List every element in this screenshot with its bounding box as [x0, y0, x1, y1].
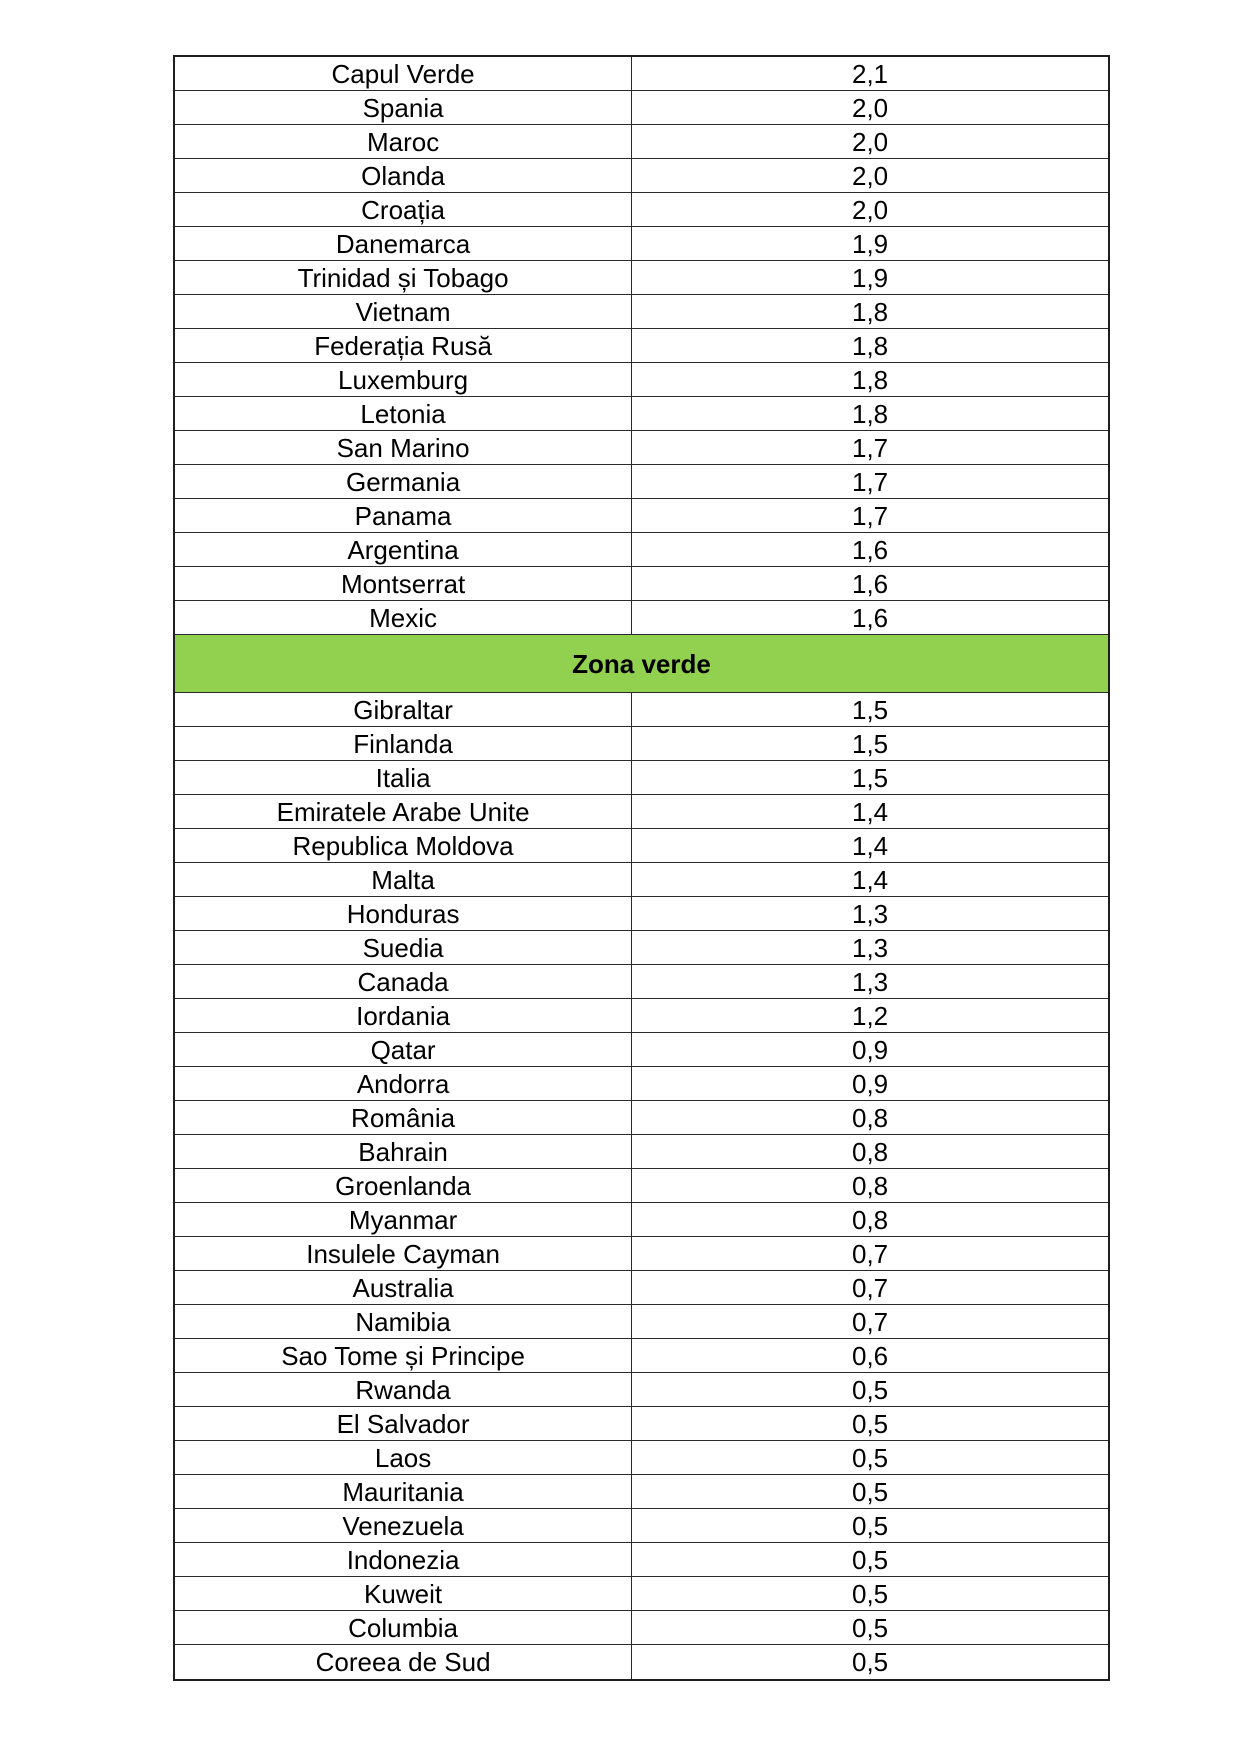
country-cell: Croația	[175, 193, 632, 226]
table-row	[175, 1169, 1108, 1203]
country-cell: Republica Moldova	[175, 829, 632, 862]
value-cell: 0,5	[852, 1612, 889, 1643]
table-row	[175, 965, 1108, 999]
table-row	[175, 1339, 1108, 1373]
value-cell: 0,5	[852, 1408, 889, 1439]
table-row	[175, 863, 1108, 897]
rows-above-band	[175, 57, 1108, 635]
table-row	[175, 465, 1108, 499]
table-row	[175, 295, 1108, 329]
table-row	[175, 1543, 1108, 1577]
country-cell: San Marino	[175, 431, 632, 464]
value-cell: 0,9	[852, 1068, 889, 1099]
country-cell: Montserrat	[175, 567, 632, 600]
country-cell: Namibia	[175, 1305, 632, 1338]
table-row	[175, 795, 1108, 829]
country-cell: Kuweit	[175, 1577, 632, 1610]
value-cell: 1,4	[852, 796, 889, 827]
table-row	[175, 91, 1108, 125]
value-cell: 0,5	[852, 1374, 889, 1405]
table-row	[175, 1101, 1108, 1135]
country-cell: Germania	[175, 465, 632, 498]
value-cell: 0,7	[852, 1272, 889, 1303]
value-cell: 0,5	[852, 1476, 889, 1507]
country-cell: Danemarca	[175, 227, 632, 260]
country-cell: Insulele Cayman	[175, 1237, 632, 1270]
table-row	[175, 397, 1108, 431]
value-cell: 1,3	[852, 898, 889, 929]
value-cell: 0,5	[852, 1510, 889, 1541]
value-cell: 1,3	[852, 966, 889, 997]
value-cell: 1,8	[852, 296, 889, 327]
country-cell: Gibraltar	[175, 693, 632, 726]
table-row	[175, 1645, 1108, 1679]
country-cell: Maroc	[175, 125, 632, 158]
country-cell: România	[175, 1101, 632, 1134]
country-cell: Argentina	[175, 533, 632, 566]
value-cell: 0,8	[852, 1204, 889, 1235]
table-row	[175, 1577, 1108, 1611]
country-cell: Honduras	[175, 897, 632, 930]
country-cell: Vietnam	[175, 295, 632, 328]
value-cell: 2,0	[852, 160, 889, 191]
table-row	[175, 57, 1108, 91]
table-row	[175, 931, 1108, 965]
table-row	[175, 1271, 1108, 1305]
table-row	[175, 1305, 1108, 1339]
country-cell: Capul Verde	[175, 57, 632, 90]
table-row	[175, 227, 1108, 261]
country-cell: Venezuela	[175, 1509, 632, 1542]
value-cell: 1,7	[852, 466, 889, 497]
zona-verde-band	[175, 635, 1108, 693]
table-row	[175, 1407, 1108, 1441]
value-cell: 0,5	[852, 1647, 889, 1677]
table-row	[175, 829, 1108, 863]
country-cell: Panama	[175, 499, 632, 532]
value-cell: 1,3	[852, 932, 889, 963]
table-row	[175, 601, 1108, 635]
country-cell: Suedia	[175, 931, 632, 964]
table-row	[175, 1509, 1108, 1543]
value-cell: 0,8	[852, 1170, 889, 1201]
value-cell: 1,7	[852, 432, 889, 463]
table-row	[175, 1203, 1108, 1237]
country-cell: Spania	[175, 91, 632, 124]
country-cell: Groenlanda	[175, 1169, 632, 1202]
table-row	[175, 1475, 1108, 1509]
value-cell: 2,0	[852, 92, 889, 123]
country-cell: Coreea de Sud	[175, 1645, 632, 1679]
country-cell: Australia	[175, 1271, 632, 1304]
value-cell: 1,8	[852, 398, 889, 429]
country-cell: Sao Tome și Principe	[175, 1339, 632, 1372]
country-cell: El Salvador	[175, 1407, 632, 1440]
rows-below-band	[175, 693, 1108, 1679]
value-cell: 1,9	[852, 262, 889, 293]
value-cell: 1,5	[852, 762, 889, 793]
table-row	[175, 999, 1108, 1033]
table-row	[175, 499, 1108, 533]
table-row	[175, 193, 1108, 227]
value-cell: 1,9	[852, 228, 889, 259]
value-cell: 1,6	[852, 602, 889, 633]
country-cell: Letonia	[175, 397, 632, 430]
table-row	[175, 261, 1108, 295]
value-cell: 1,8	[852, 330, 889, 361]
country-cell: Bahrain	[175, 1135, 632, 1168]
value-cell: 0,7	[852, 1306, 889, 1337]
table-row	[175, 431, 1108, 465]
country-cell: Mexic	[175, 601, 632, 634]
value-cell: 0,7	[852, 1238, 889, 1269]
value-cell: 0,5	[852, 1544, 889, 1575]
value-cell: 1,6	[852, 534, 889, 565]
country-cell: Olanda	[175, 159, 632, 192]
table-row	[175, 363, 1108, 397]
table-row	[175, 761, 1108, 795]
country-cell: Qatar	[175, 1033, 632, 1066]
country-cell: Andorra	[175, 1067, 632, 1100]
value-cell: 0,8	[852, 1102, 889, 1133]
table-row	[175, 897, 1108, 931]
country-cell: Indonezia	[175, 1543, 632, 1576]
country-cell: Malta	[175, 863, 632, 896]
value-cell: 1,6	[852, 568, 889, 599]
value-cell: 1,2	[852, 1000, 889, 1031]
country-cell: Trinidad și Tobago	[175, 261, 632, 294]
country-cell: Canada	[175, 965, 632, 998]
value-cell: 1,4	[852, 830, 889, 861]
value-cell: 1,5	[852, 694, 889, 725]
table-row	[175, 1067, 1108, 1101]
table-row	[175, 1611, 1108, 1645]
country-value-table	[173, 55, 1110, 1681]
country-cell: Finlanda	[175, 727, 632, 760]
value-cell: 2,0	[852, 126, 889, 157]
country-cell: Italia	[175, 761, 632, 794]
country-cell: Federația Rusă	[175, 329, 632, 362]
country-cell: Rwanda	[175, 1373, 632, 1406]
value-cell: 1,7	[852, 500, 889, 531]
table-row	[175, 1033, 1108, 1067]
country-cell: Emiratele Arabe Unite	[175, 795, 632, 828]
table-row	[175, 567, 1108, 601]
table-row	[175, 727, 1108, 761]
value-cell: 1,4	[852, 864, 889, 895]
table-row	[175, 329, 1108, 363]
table-row	[175, 1373, 1108, 1407]
value-cell: 0,8	[852, 1136, 889, 1167]
table-row	[175, 693, 1108, 727]
value-cell: 0,5	[852, 1578, 889, 1609]
value-cell: 1,8	[852, 364, 889, 395]
country-cell: Iordania	[175, 999, 632, 1032]
table-row	[175, 125, 1108, 159]
country-cell: Myanmar	[175, 1203, 632, 1236]
table-row	[175, 1237, 1108, 1271]
country-cell: Laos	[175, 1441, 632, 1474]
value-cell: 2,0	[852, 194, 889, 225]
country-cell: Luxemburg	[175, 363, 632, 396]
table-row	[175, 533, 1108, 567]
table-row	[175, 1135, 1108, 1169]
table-row	[175, 1441, 1108, 1475]
value-cell: 0,6	[852, 1340, 889, 1371]
zona-verde-label: Zona verde	[572, 648, 711, 679]
value-cell: 2,1	[852, 58, 889, 89]
country-cell: Columbia	[175, 1611, 632, 1644]
value-cell: 1,5	[852, 728, 889, 759]
value-cell: 0,5	[852, 1442, 889, 1473]
table-row	[175, 159, 1108, 193]
country-cell: Mauritania	[175, 1475, 632, 1508]
value-cell: 0,9	[852, 1034, 889, 1065]
